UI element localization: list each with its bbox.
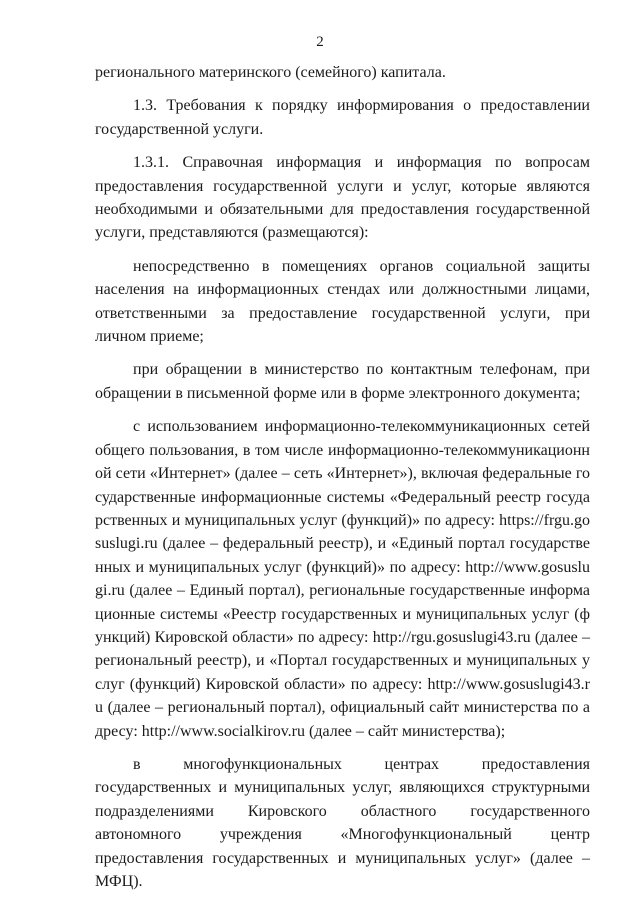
document-body <box>95 61 590 893</box>
paragraph-internet: с использованием информационно-телекоммуникационных сетей общего пользования, в том числе информационно-телекоммуникационной сети «Интернет» (далее – сеть «Интернет»), включая федеральные государственные информационные системы «Федеральный реестр государственных и муниципальных услуг (функций)» по адресу: https://frgu.gosuslugi.ru (далее – федеральный реестр), и «Единый портал государственных и муниципальных услуг (функций)» по адресу: http://www.gosuslugi.ru (далее – Единый портал), региональные государственные информационные системы «Реестр государственных и муниципальных услуг (функций) Кировской области» по адресу: http://rgu.gosuslugi43.ru (далее – региональный реестр), и «Портал государственных и муниципальных услуг (функций) Кировской области» по адресу: http://www.gosuslugi43.ru (далее – региональный портал), официальный сайт министерства по адресу: http://www.socialkirov.ru (далее – сайт министерства); <box>95 418 590 740</box>
paragraph-ministry-contact: при обращении в министерство по контактным телефонам, при обращении в письменной форме или в форме электронного документа; <box>95 361 590 402</box>
paragraph-premises: непосредственно в помещениях органов социальной защиты населения на информационных стендах или должностными лицами, ответственными за предоставление государственной услуги, при личном приеме; <box>95 257 590 346</box>
section-heading-1-3: 1.3. Требования к порядку информирования о предоставлении государственной услуги. <box>95 97 590 138</box>
page-number: 2 <box>316 34 324 50</box>
paragraph-1-3-1: 1.3.1. Справочная информация и информация по вопросам предоставления государственной услуги и услуг, которые являются необходимыми и обязательными для предоставления государственной услуги, представляются (размещаются): <box>95 154 590 242</box>
paragraph-mfc: в многофункциональных центрах предоставления государственных и муниципальных услуг, являющихся структурными подразделениями Кировского областного государственного автономного учреждения «Многофункциональный центр предоставления государственных и муниципальных услуг» (далее – МФЦ). <box>95 755 590 890</box>
paragraph-continuation: регионального материнского (семейного) капитала. <box>95 64 446 81</box>
